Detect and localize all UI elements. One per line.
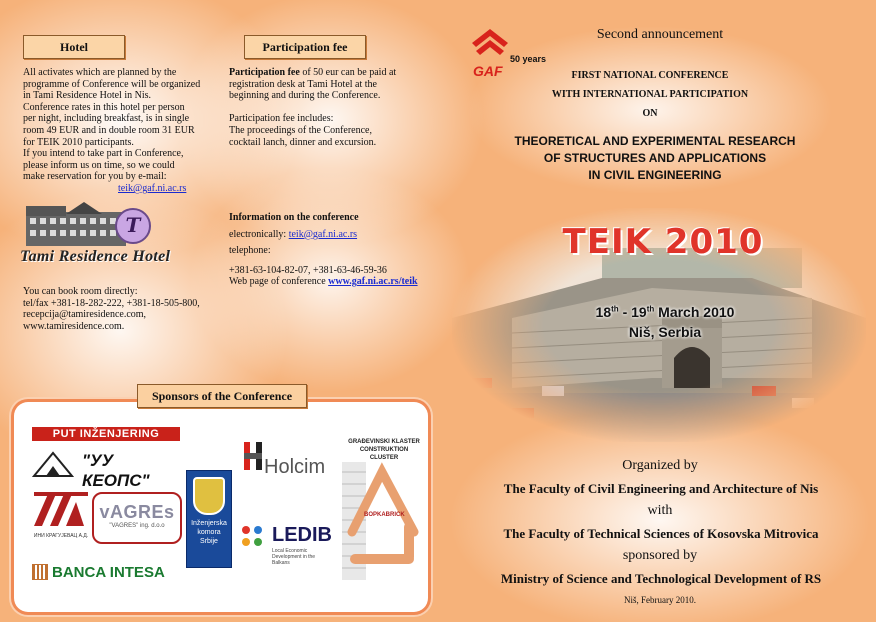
conference-line: ON (642, 108, 658, 119)
ledib-label: LEDIB (272, 524, 332, 546)
ministry-label: Ministry of Science and Technological Development of RS (500, 571, 822, 586)
hotel-line: please inform us on time, so we could (23, 159, 175, 171)
theme-line: OF STRUCTURES AND APPLICATIONS (543, 151, 767, 165)
hotel-email-link[interactable]: teik@gaf.ni.ac.rs (118, 182, 187, 194)
holcim-label: Holcim (264, 456, 326, 478)
ik-logo (32, 490, 90, 538)
hotel-line: per night, including breakfast, is in single (23, 113, 190, 125)
hotel-line: for TEIK 2010 participants. (23, 136, 134, 148)
brick-house-icon (342, 462, 422, 580)
banca-intesa-logo (32, 562, 182, 582)
conference-place: Niš, Serbia (628, 324, 702, 340)
hotel-line: in Tami Residence Hotel in Nis. (23, 90, 151, 102)
info-section (229, 210, 449, 288)
fee-include-line: Participation fee includes: (229, 113, 334, 125)
with-label: with (647, 503, 673, 518)
yy-keops-logo: "УУ КЕОПС" (82, 451, 150, 490)
booking-line: tel/fax +381-18-282-222, +381-18-505-800, (23, 297, 200, 309)
hotel-booking (23, 286, 233, 332)
organized-by-label: Organized by (622, 458, 698, 473)
info-electronic-label: electronically: (229, 228, 289, 240)
pyramid-icon (32, 450, 74, 478)
ledib-logo (236, 520, 336, 570)
komora-line: komora (197, 529, 221, 536)
fee-line: beginning and during the Conference. (229, 90, 381, 102)
put-inzenjering-logo: PUT INŽENJERING (32, 427, 180, 441)
hotel-line: room 49 EUR and in double room 31 EUR (23, 124, 195, 136)
date-end: March 2010 (654, 304, 735, 320)
hotel-line: programme of Conference will be organized (23, 78, 201, 90)
gaf-label: GAF (473, 63, 503, 79)
fee-line: of 50 eur can be paid at (299, 67, 397, 78)
announcement-label: Second announcement (596, 27, 724, 42)
tami-hotel-logo (20, 200, 210, 272)
inzenjerska-komora-logo (186, 470, 232, 568)
hotel-header: Hotel (23, 35, 125, 59)
gaf-roof-icon (470, 27, 510, 61)
conference-line: WITH INTERNATIONAL PARTICIPATION (551, 89, 749, 100)
hotel-line: make reservation for you by e-mail: (23, 171, 167, 183)
komora-line: Srbije (200, 538, 218, 545)
ik-mark-icon (32, 490, 90, 528)
conference-dates (560, 304, 770, 320)
ledib-dots-icon (240, 524, 266, 550)
conference-title (500, 66, 800, 123)
footer-date: Niš, February 2010. (624, 595, 696, 605)
fee-line: registration desk at Tami Hotel at the (229, 78, 377, 90)
klaster-label (345, 438, 423, 462)
bopkabrick-label: BOPKABRICK (364, 512, 405, 518)
bopkabrick-logo (342, 462, 422, 580)
ik-sub-label: ИНИ КРАГУЈЕВАЦ А.Д. (33, 533, 89, 539)
teik-2010-title: TEIK 2010 (562, 222, 764, 262)
fee-header: Participation fee (244, 35, 366, 59)
klaster-line: CONSTRUKTION CLUSTER (359, 447, 409, 461)
fee-include-line: cocktail lanch, dinner and excursion. (229, 136, 377, 148)
komora-line: Inženjerska (191, 520, 227, 527)
date-start: 18 (595, 304, 612, 320)
conference-line: FIRST NATIONAL CONFERENCE (571, 70, 729, 81)
theme-line: THEORETICAL AND EXPERIMENTAL RESEARCH (514, 134, 796, 148)
info-web-link[interactable]: www.gaf.ni.ac.rs/teik (328, 276, 418, 288)
tami-hotel-logo-text: Tami Residence Hotel (20, 248, 171, 265)
vagres-logo (92, 492, 182, 544)
vagres-sub-label: "VAGRES" ing. d.o.o (109, 523, 165, 529)
komora-crest-icon (193, 477, 225, 515)
date-end-sup: th (646, 304, 655, 314)
fee-bold-label: Participation fee (229, 67, 300, 78)
info-web-label: Web page of conference (229, 276, 329, 288)
holcim-logo (240, 440, 335, 484)
ledib-sub-label: Local Economic Development in the Balkans (272, 548, 316, 566)
vagres-label: vAGREs (99, 502, 175, 522)
info-email-link[interactable]: teik@gaf.ni.ac.rs (288, 228, 358, 240)
klaster-line: GRAĐEVINSKI KLASTER (348, 439, 420, 445)
booking-line: www.tamiresidence.com. (23, 320, 125, 332)
banca-intesa-label: BANCA INTESA (52, 563, 165, 581)
theme-title (470, 133, 840, 184)
faculty-1: The Faculty of Civil Engineering and Architecture of Nis (503, 481, 819, 496)
theme-line: IN CIVIL ENGINEERING (588, 168, 722, 182)
hotel-line: If you intend to take part in Conference, (23, 148, 184, 160)
info-phones: +381-63-104-82-07, +381-63-46-59-36 (229, 264, 387, 276)
date-start-sup: th (611, 304, 619, 314)
booking-line: recepcija@tamiresidence.com, (23, 309, 147, 321)
info-telephone-label: telephone: (229, 245, 271, 256)
hotel-text (23, 67, 223, 195)
hotel-line: Conference rates in this hotel per person (23, 101, 185, 113)
banca-icon (32, 564, 48, 580)
fee-include-line: The proceedings of the Conference, (229, 124, 372, 136)
faculty-2: The Faculty of Technical Sciences of Kosovska Mitrovica (503, 526, 819, 541)
fee-text (229, 67, 439, 148)
date-mid: - 19 (618, 304, 647, 320)
tami-monogram: T (115, 208, 151, 244)
sponsored-by-label: sponsored by (622, 548, 698, 563)
gaf-years-label: 50 years (510, 54, 547, 64)
booking-line: You can book room directly: (23, 286, 138, 297)
sponsors-header: Sponsors of the Conference (137, 384, 307, 408)
info-title: Information on the conference (229, 212, 359, 223)
hotel-line: All activates which are planned by the (23, 67, 177, 78)
